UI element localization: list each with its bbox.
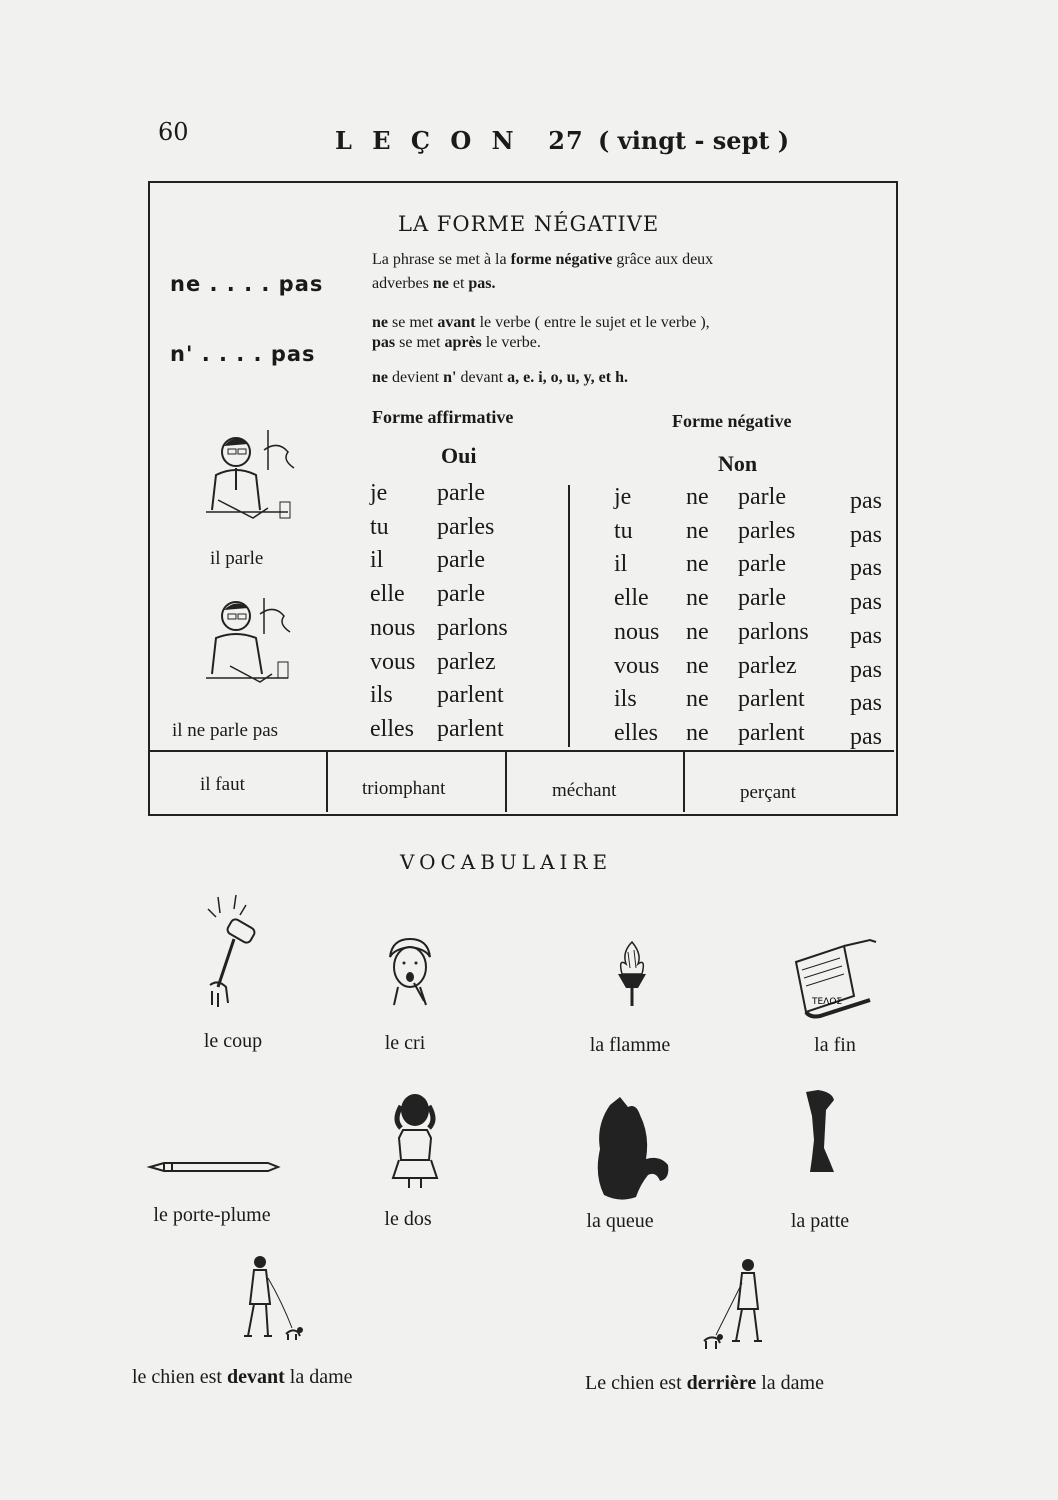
negative-pronoun: tu xyxy=(614,518,633,544)
negative-pronoun: nous xyxy=(614,619,660,645)
footer-divider-2 xyxy=(505,752,507,812)
negative-pas: pas xyxy=(850,488,882,514)
negative-pas: pas xyxy=(850,690,882,716)
footer-divider-1 xyxy=(326,752,328,812)
negative-verb: parlez xyxy=(738,653,797,679)
negative-verb: parlent xyxy=(738,686,805,712)
vocab-la-queue: la queue xyxy=(586,1210,654,1232)
negative-pas: pas xyxy=(850,623,882,649)
negative-ne: ne xyxy=(686,551,709,577)
footer-divider-3 xyxy=(683,752,685,812)
man-speaking-illustration xyxy=(198,420,308,530)
negative-ne: ne xyxy=(686,720,709,746)
word-mechant: méchant xyxy=(552,780,617,801)
flame-torch-icon xyxy=(612,940,652,1010)
lesson-number: 27 xyxy=(548,126,584,155)
negative-ne: ne xyxy=(686,686,709,712)
girl-back-icon xyxy=(385,1088,445,1188)
negative-pas: pas xyxy=(850,589,882,615)
negative-pronoun: elles xyxy=(614,720,658,746)
word-percant: perçant xyxy=(740,782,796,803)
negative-ne: ne xyxy=(686,518,709,544)
lesson-word: L E Ç O N xyxy=(335,126,520,155)
negative-pronoun: vous xyxy=(614,653,660,679)
negative-pronoun: il xyxy=(614,551,628,577)
negative-pas: pas xyxy=(850,522,882,548)
affirmative-pronoun: vous xyxy=(370,649,416,675)
sentence-derriere: Le chien est derrière la dame xyxy=(585,1372,824,1394)
negative-pronoun: je xyxy=(614,484,632,510)
negative-pas: pas xyxy=(850,724,882,750)
affirmative-pronoun: tu xyxy=(370,514,389,540)
negative-verb: parle xyxy=(738,484,786,510)
label-n-pas: n' . . . . pas xyxy=(170,342,316,366)
affirmative-pronoun: elles xyxy=(370,716,414,742)
affirmative-verb: parle xyxy=(437,480,485,506)
negative-verb: parles xyxy=(738,518,796,544)
lady-walking-dog-front-icon xyxy=(230,1252,310,1347)
affirmative-pronoun: je xyxy=(370,480,388,506)
affirmative-pronoun: il xyxy=(370,547,384,573)
vocab-le-dos: le dos xyxy=(384,1208,432,1230)
caption-il-parle: il parle xyxy=(210,548,264,569)
negative-verb: parle xyxy=(738,551,786,577)
sentence-devant: le chien est devant la dame xyxy=(132,1366,353,1388)
book-telos-text: ΤΕΛΟΣ xyxy=(812,997,843,1007)
rule-line-1: La phrase se met à la forme négative grâce aux deux xyxy=(372,251,714,268)
vocab-la-fin: la fin xyxy=(814,1034,856,1056)
lady-walking-dog-behind-icon xyxy=(700,1255,780,1355)
footer-row-top xyxy=(150,750,894,752)
vocab-le-coup: le coup xyxy=(203,1030,263,1052)
column-divider xyxy=(568,485,570,747)
negative-verb: parle xyxy=(738,585,786,611)
non-label: Non xyxy=(718,451,758,476)
rule-line-3: ne se met avant le verbe ( entre le sujet et le verbe ), xyxy=(372,314,710,331)
lesson-number-words: ( vingt - sept ) xyxy=(598,126,790,155)
affirmative-header: Forme affirmative xyxy=(372,407,514,427)
affirmative-verb: parles xyxy=(437,514,495,540)
word-triomphant: triomphant xyxy=(362,778,446,799)
negative-ne: ne xyxy=(686,484,709,510)
vocab-la-flamme: la flamme xyxy=(589,1034,671,1056)
lesson-title xyxy=(335,126,789,155)
negative-header: Forme négative xyxy=(672,411,792,431)
rule-line-5: ne devient n' devant a, e. i, o, u, y, et h. xyxy=(372,369,628,386)
affirmative-verb: parlent xyxy=(437,682,504,708)
affirmative-verb: parle xyxy=(437,547,485,573)
caption-il-ne-parle-pas: il ne parle pas xyxy=(172,720,279,741)
word-il-faut: il faut xyxy=(200,774,245,795)
negative-pronoun: elle xyxy=(614,585,649,611)
vocab-le-porte-plume: le porte-plume xyxy=(153,1204,271,1226)
rule-line-2: adverbes ne et pas. xyxy=(372,275,496,292)
man-silent-illustration xyxy=(200,590,310,690)
label-ne-pas: ne . . . . pas xyxy=(170,272,324,296)
vocabulary-title: VOCABULAIRE xyxy=(400,850,613,874)
vocab-la-patte: la patte xyxy=(790,1210,850,1232)
page-number: 60 xyxy=(158,118,189,146)
negative-verb: parlons xyxy=(738,619,809,645)
negative-ne: ne xyxy=(686,585,709,611)
affirmative-pronoun: ils xyxy=(370,682,393,708)
negative-ne: ne xyxy=(686,653,709,679)
hammer-icon xyxy=(198,895,268,1015)
negative-verb: parlent xyxy=(738,720,805,746)
open-book-icon xyxy=(790,938,880,1018)
screaming-girl-icon xyxy=(380,935,440,1015)
cat-tail-icon xyxy=(590,1095,670,1205)
affirmative-verb: parlons xyxy=(437,615,508,641)
affirmative-pronoun: nous xyxy=(370,615,416,641)
negative-pas: pas xyxy=(850,555,882,581)
vocab-le-cri: le cri xyxy=(384,1032,426,1054)
negative-pronoun: ils xyxy=(614,686,637,712)
affirmative-pronoun: elle xyxy=(370,581,405,607)
affirmative-verb: parle xyxy=(437,581,485,607)
rule-line-4: pas se met après le verbe. xyxy=(372,334,541,351)
negative-pas: pas xyxy=(850,657,882,683)
affirmative-verb: parlent xyxy=(437,716,504,742)
grammar-title: LA FORME NÉGATIVE xyxy=(398,212,660,236)
oui-label: Oui xyxy=(441,443,477,468)
paw-leg-icon xyxy=(800,1088,840,1178)
pen-icon xyxy=(148,1158,280,1176)
negative-ne: ne xyxy=(686,619,709,645)
affirmative-verb: parlez xyxy=(437,649,496,675)
